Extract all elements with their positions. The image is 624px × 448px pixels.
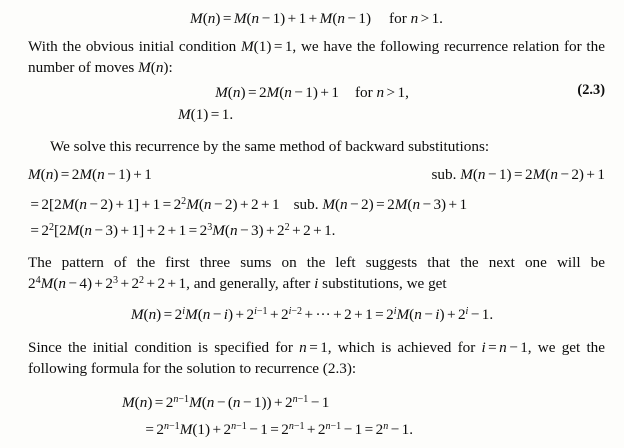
substitution-line-1	[28, 164, 605, 185]
equation-final-line-1-body: $M(n) = 2^{n-1}M(n - (n - 1)) + 2^{n-1} - 1$	[122, 393, 330, 411]
equation-general-body: $M(n) = 2^iM(n - i) + 2^{i-1} + 2^{i-2}$ + ··· + $2 + 1 = 2^iM(n - i) + 2^i - 1$.	[130, 305, 494, 323]
equation-2-3-line-1	[0, 82, 624, 103]
equation-top	[28, 8, 605, 29]
equation-final-line-2	[0, 419, 624, 440]
substitution-line-2	[28, 194, 605, 215]
equation-2-3-line-1-body: M(n) = 2M(n − 1) + 1 for n > 1,	[215, 84, 409, 101]
paragraph-initial-condition-text: With the obvious initial condition M(1) = 1, we have the following recurrence relation for the number of moves M(n):	[28, 38, 605, 76]
substitution-line-2-body: = $2[2M(n - 2) + 1] + 1 = 2^2M(n - 2) + 2 + 1$ sub. M(n − 2) = 2M(n − 3) + 1	[30, 195, 468, 213]
substitution-line-3-body: = $2^2[2M(n - 3) + 1] + 2 + 1 = 2^3M(n - 3) + 2^2 + 2 + 1$.	[30, 221, 336, 239]
equation-final-line-2-body: = $2^{n-1}M(1) + 2^{n-1} - 1 = 2^{n-1} + 2^{n-1} - 1 = 2^n - 1$.	[145, 420, 414, 438]
paragraph-pattern-text: The pattern of the first three sums on the left suggests that the next one will be $2^4M(n - 4) + 2^3 + 2^2 + 2 + 1$, and generally, after i substitutions, we get	[28, 254, 605, 292]
equation-top-body: M(n) = M(n − 1) + 1 + M(n − 1) for n > 1.	[190, 10, 443, 27]
substitution-line-3	[28, 220, 605, 241]
substitution-line-1-rhs: sub. M(n − 1) = 2M(n − 2) + 1	[431, 166, 605, 183]
equation-number-2-3: (2.3)	[577, 82, 605, 98]
paragraph-pattern	[28, 252, 605, 294]
equation-2-3-line-2-body: M(1) = 1.	[178, 106, 234, 123]
paragraph-we-solve-text: We solve this recurrence by the same method of backward substitutions:	[50, 138, 490, 155]
paragraph-since-initial-text: Since the initial condition is specified for n = 1, which is achieved for i = n − 1, we get the following formula for the solution to recurrence (2.3):	[28, 339, 605, 377]
paragraph-initial-condition	[28, 36, 605, 78]
equation-2-3-line-2	[0, 104, 624, 125]
paragraph-since-initial	[28, 337, 605, 379]
paragraph-we-solve	[28, 136, 605, 157]
equation-final-line-1	[0, 392, 624, 413]
substitution-line-1-lhs: M(n) = 2M(n − 1) + 1	[28, 166, 152, 183]
equation-general	[0, 304, 624, 325]
